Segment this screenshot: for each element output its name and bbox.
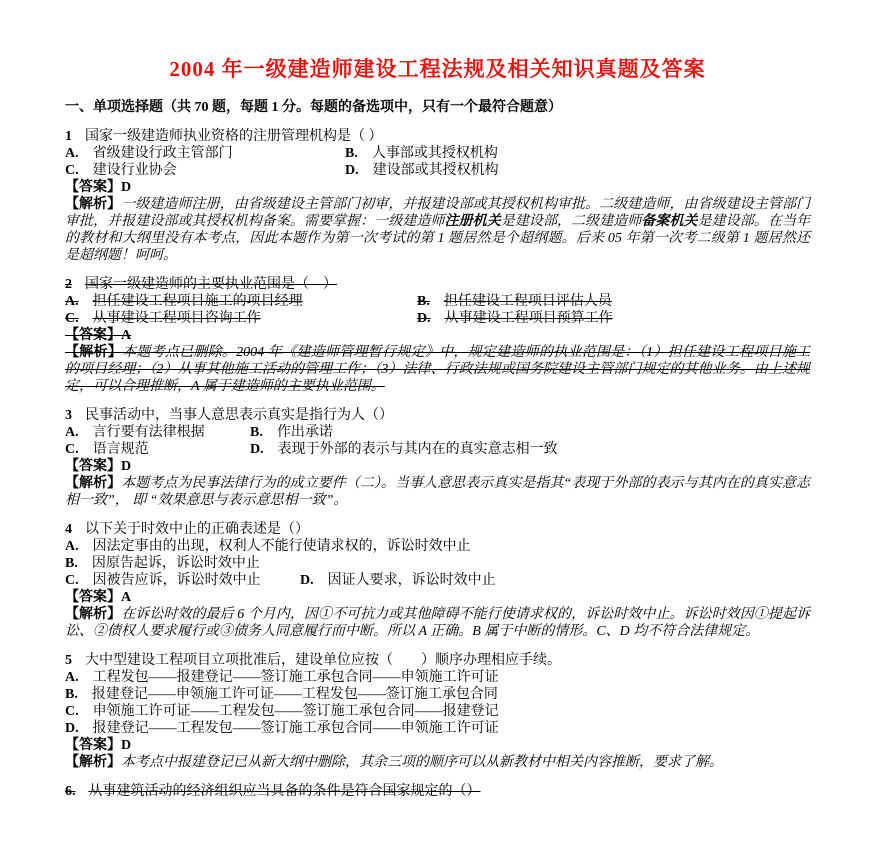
question-number: 2	[65, 277, 72, 292]
option-label-a: A.	[65, 670, 79, 685]
option-text-b: 担任建设工程项目评估人员	[443, 294, 612, 309]
option-text-d: 从事建设工程项目预算工作	[444, 311, 613, 326]
answer-line: 【答案】D	[65, 459, 132, 474]
bold-term: 注册机关	[444, 214, 501, 229]
question-number: 4	[65, 522, 72, 537]
page-title: 2004 年一级建造师建设工程法规及相关知识真题及答案	[169, 57, 706, 81]
option-text-a: 省级建设行政主管部门	[92, 146, 233, 161]
question-line	[65, 783, 810, 800]
question-4	[65, 521, 810, 640]
question-text: 大中型建设工程项目立项批准后，建设单位应按（ ）顺序办理相应手续。	[85, 653, 561, 668]
analysis-text: 本题考点已删除。2004 年《建造师管理暂行规定》中，规定建造师的执业范围是：（1）担任建设工程项目施工的项目经理；（2）从事其他施工活动的管理工作；（3）法律、行政法规或国务院建设主管部门规定的其他业务。由上述规定，可以合理推断，A 属于建造师的主要执业范围。	[65, 345, 811, 394]
answer-line: 【答案】A	[65, 590, 132, 605]
answer-line: 【答案】A	[65, 328, 132, 343]
option-text-c: 申领施工许可证——工程发包——签订施工承包合同——报建登记	[92, 704, 499, 719]
option-label-a: A.	[65, 539, 79, 554]
option-text-c: 建设行业协会	[92, 163, 177, 178]
option-text-d: 报建登记——工程发包——签订施工承包合同——申领施工许可证	[92, 721, 499, 736]
options-row	[65, 310, 810, 327]
option-label-a: A.	[65, 146, 79, 161]
options-row	[65, 538, 810, 555]
question-number: 1	[65, 129, 72, 144]
question-text: 国家一级建造师的主要执业范围是（ ）	[85, 277, 337, 292]
question-text: 民事活动中，当事人意思表示真实是指行为人（）	[85, 408, 393, 423]
option-label-c: C.	[65, 442, 79, 457]
option-label-b: B.	[345, 146, 358, 161]
option-text-a: 工程发包——报建登记——签订施工承包合同——申领施工许可证	[92, 670, 499, 685]
question-1	[65, 128, 810, 264]
option-text-a: 因法定事由的出现，权利人不能行使请求权的，诉讼时效中止	[92, 539, 471, 554]
analysis-text: 本题考点为民事法律行为的成立要件（二）。当事人意思表示真实是指其“表现于外部的表示与其内在的真实意志相一致”， 即 “效果意思与表示意思相一致”。	[65, 476, 810, 508]
option-label-c: C.	[65, 573, 79, 588]
options-row	[65, 703, 810, 720]
option-label-b: B.	[65, 556, 78, 571]
option-label-c: C.	[65, 704, 79, 719]
option-label-a: A.	[65, 425, 79, 440]
option-label-d: D.	[417, 311, 431, 326]
analysis-label: 【解析】	[65, 755, 121, 770]
option-text-c: 因被告应诉，诉讼时效中止	[92, 573, 261, 588]
option-text-d: 表现于外部的表示与其内在的真实意志相一致	[277, 442, 558, 457]
analysis-label: 【解析】	[65, 607, 122, 622]
options-row	[65, 686, 810, 703]
analysis-text: 在诉讼时效的最后 6 个月内，因①不可抗力或其他障碍不能行使请求权的，诉讼时效中止。诉讼时效因①提起诉讼、②债权人要求履行或③债务人同意履行而中断。所以 A 正确。B 属于中断的情形。C、D 均不符合法律规定。	[65, 607, 811, 639]
option-label-b: B.	[65, 687, 78, 702]
option-label-d: D.	[250, 442, 264, 457]
option-label-c: C.	[65, 163, 79, 178]
question-text: 国家一级建造师执业资格的注册管理机构是（ ）	[85, 129, 383, 144]
question-number: 5	[65, 653, 72, 668]
options-row	[65, 669, 810, 686]
answer-line: 【答案】D	[65, 738, 132, 753]
option-text-b: 作出承诺	[276, 425, 333, 440]
options-row	[65, 441, 810, 458]
analysis-label: 【解析】	[65, 197, 122, 212]
option-text-a: 言行要有法律根据	[92, 425, 205, 440]
analysis-line	[65, 606, 810, 640]
question-line	[65, 276, 810, 293]
question-line	[65, 652, 810, 669]
analysis-line	[65, 754, 810, 771]
option-text-c: 语言规范	[92, 442, 149, 457]
options-row	[65, 555, 810, 572]
option-text-b: 报建登记——申领施工许可证——工程发包——签订施工承包合同	[91, 687, 498, 702]
analysis-text: 本考点中报建登记已从新大纲中删除，其余三项的顺序可以从新教材中相关内容推断，要求了解。	[121, 755, 723, 770]
question-line	[65, 521, 810, 538]
question-text: 从事建筑活动的经济组织应当具备的条件是符合国家规定的（）	[88, 784, 481, 799]
option-label-b: B.	[417, 294, 430, 309]
analysis-label: 【解析】	[65, 345, 123, 360]
question-line	[65, 407, 810, 424]
analysis-line	[65, 196, 810, 264]
options-row	[65, 424, 810, 441]
option-text-b: 因原告起诉，诉讼时效中止	[91, 556, 260, 571]
analysis-line	[65, 475, 810, 509]
options-row	[65, 293, 810, 310]
bold-term: 备案机关	[641, 214, 698, 229]
option-text-d: 建设部或其授权机构	[372, 163, 499, 178]
option-text-d: 因证人要求，诉讼时效中止	[327, 573, 496, 588]
options-row	[65, 720, 810, 737]
question-text: 以下关于时效中止的正确表述是（）	[85, 522, 309, 537]
question-6-deleted	[65, 783, 810, 800]
analysis-label: 【解析】	[65, 476, 122, 491]
section-header: 一、单项选择题（共 70 题，每题 1 分。每题的备选项中，只有一个最符合题意）	[65, 100, 562, 115]
question-line	[65, 128, 810, 145]
answer-line: 【答案】D	[65, 180, 132, 195]
analysis-line	[65, 344, 810, 395]
option-label-d: D.	[300, 573, 314, 588]
option-label-d: D.	[65, 721, 79, 736]
question-5	[65, 652, 810, 771]
question-number: 3	[65, 408, 72, 423]
question-number: 6.	[65, 784, 76, 799]
option-text-a: 担任建设工程项目施工的项目经理	[92, 294, 303, 309]
question-2-deleted	[65, 276, 810, 395]
option-label-d: D.	[345, 163, 359, 178]
question-3	[65, 407, 810, 509]
option-label-c: C.	[65, 311, 79, 326]
option-text-b: 人事部或其授权机构	[371, 146, 498, 161]
options-row	[65, 572, 810, 589]
option-label-b: B.	[250, 425, 263, 440]
option-text-c: 从事建设工程项目咨询工作	[92, 311, 261, 326]
options-row	[65, 145, 810, 162]
options-row	[65, 162, 810, 179]
option-label-a: A.	[65, 294, 79, 309]
analysis-text: 一级建造师注册，由省级建设主管部门初审，并报建设部或其授权机构审批。二级建造师，由省级建设主管部门审批，并报建设部或其授权机构备案。需要掌握：一级建造师注册机关是建设部，二级建造师备案机关是建设部。在当年的教材和大纲里没有本考点，因此本题作为第一次考试的第 1 题居然是个超纲题。后来 05 年第一次考二级第 1 题居然还是超纲题！呵呵。	[65, 197, 811, 263]
